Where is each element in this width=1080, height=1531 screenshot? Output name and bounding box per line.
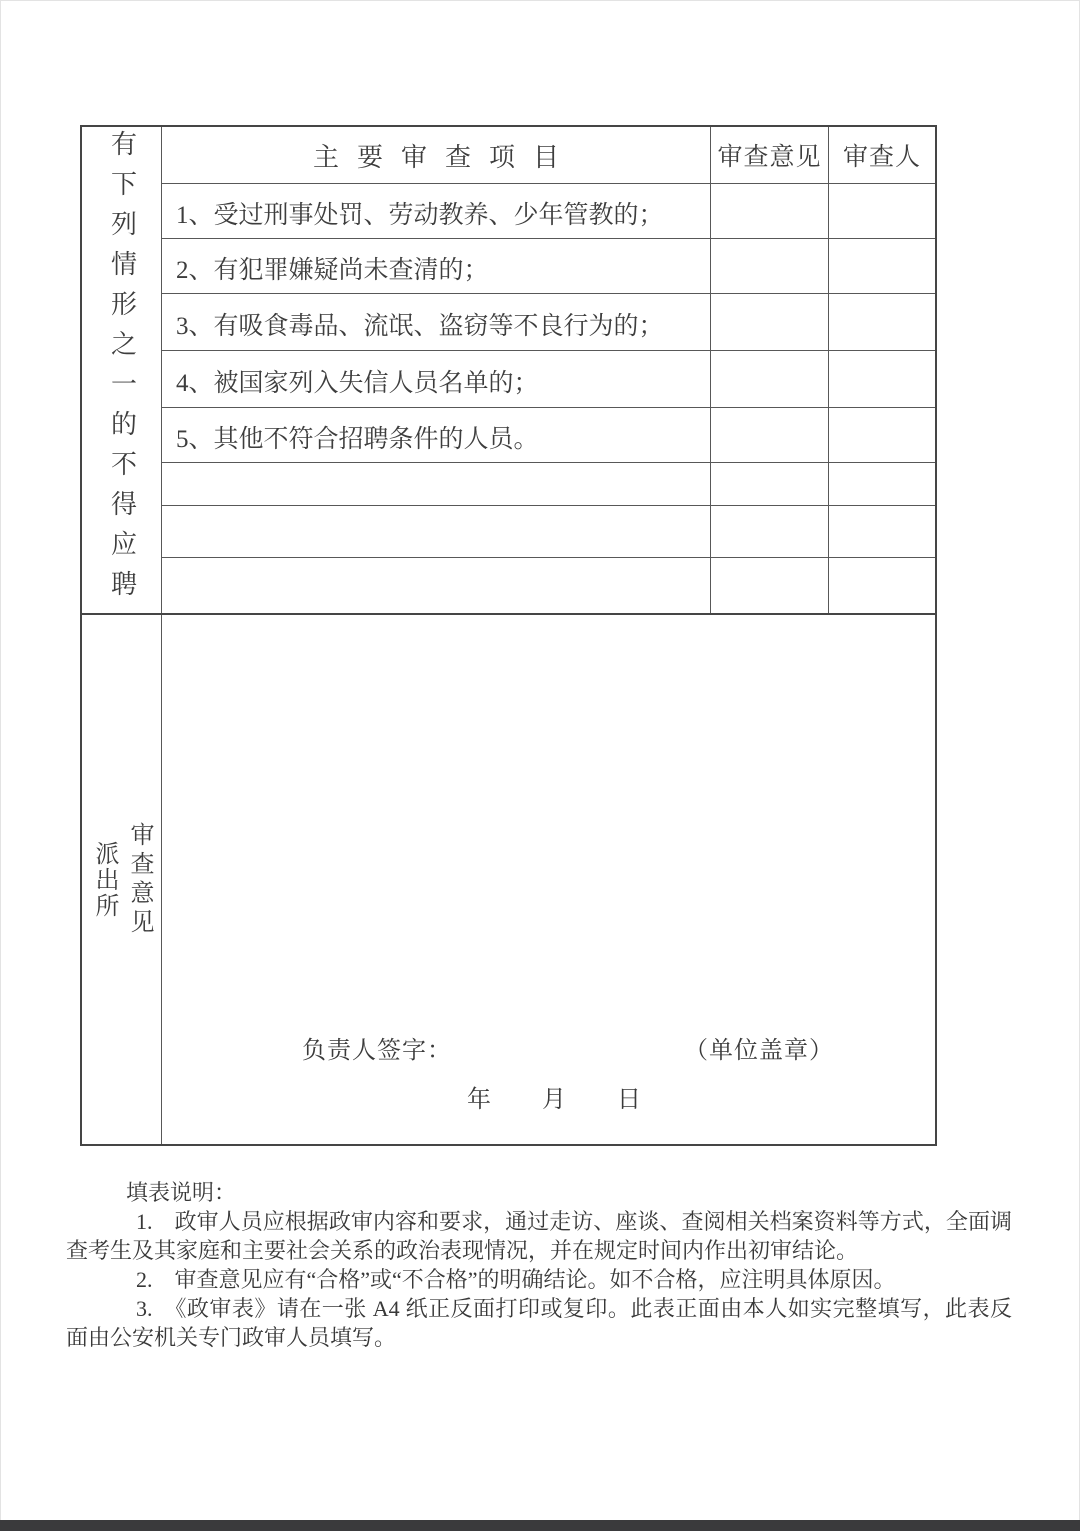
review-item-text: 1、受过刑事处罚、劳动教养、少年管教的；: [162, 184, 711, 239]
instruction-item: 3. 《政审表》请在一张 A4 纸正反面打印或复印。此表正面由本人如实完整填写，此表反面由公安机关专门政审人员填写。: [66, 1296, 1012, 1350]
section2-side-label-police-station: 派出所: [91, 840, 117, 919]
section1-side-label-cell: [82, 127, 162, 613]
opinion-cell-empty: [711, 506, 829, 558]
opinion-cell-empty: [711, 408, 829, 463]
opinion-cell-empty: [711, 463, 829, 506]
bottom-edge-bar: [0, 1520, 1080, 1531]
police-station-opinion-section: [82, 615, 935, 1144]
reviewer-cell-empty: [829, 408, 935, 463]
section2-side-label-review-opinion: 审查意见: [126, 821, 152, 938]
reviewer-cell-empty: [829, 184, 935, 239]
filling-instructions: [66, 1178, 1012, 1352]
section1-side-label: 有下列情形之一的不得应聘: [107, 130, 137, 610]
blank-item-cell: [162, 558, 711, 613]
section2-side-label-cell: [82, 615, 162, 1144]
reviewer-cell-empty: [829, 239, 935, 294]
political-review-form-table: [80, 125, 937, 1146]
opinion-cell-empty: [711, 294, 829, 351]
filling-instructions-title: 填表说明：: [126, 1180, 237, 1205]
disqualification-section: [82, 127, 935, 615]
review-item-text: 5、其他不符合招聘条件的人员。: [162, 408, 711, 463]
reviewer-cell-empty: [829, 294, 935, 351]
blank-item-cell: [162, 506, 711, 558]
opinion-cell-empty: [711, 351, 829, 408]
opinion-cell-empty: [711, 184, 829, 239]
review-item-text: 3、有吸食毒品、流氓、盗窃等不良行为的；: [162, 294, 711, 351]
instruction-item: 1. 政审人员应根据政审内容和要求，通过走访、座谈、查阅相关档案资料等方式，全面调查考生及其家庭和主要社会关系的政治表现情况，并在规定时间内作出初审结论。: [66, 1209, 1012, 1263]
review-item-text: 2、有犯罪嫌疑尚未查清的；: [162, 239, 711, 294]
reviewer-cell-empty: [829, 506, 935, 558]
reviewer-cell-empty: [829, 351, 935, 408]
responsible-person-signature-label: 负责人签字：: [302, 1038, 452, 1064]
column-header-reviewer: 审查人: [829, 127, 935, 184]
instruction-item: 2. 审查意见应有“合格”或“不合格”的明确结论。如不合格，应注明具体原因。: [136, 1267, 896, 1292]
opinion-cell-empty: [711, 558, 829, 613]
opinion-writing-area: [162, 615, 935, 1144]
column-header-main-items: 主要审查项目: [162, 127, 711, 184]
review-item-text: 4、被国家列入失信人员名单的；: [162, 351, 711, 408]
unit-seal-label: （单位盖章）: [684, 1038, 834, 1064]
blank-item-cell: [162, 463, 711, 506]
reviewer-cell-empty: [829, 558, 935, 613]
opinion-cell-empty: [711, 239, 829, 294]
reviewer-cell-empty: [829, 463, 935, 506]
column-header-review-opinion: 审查意见: [711, 127, 829, 184]
date-line: 年 月 日: [467, 1087, 642, 1113]
